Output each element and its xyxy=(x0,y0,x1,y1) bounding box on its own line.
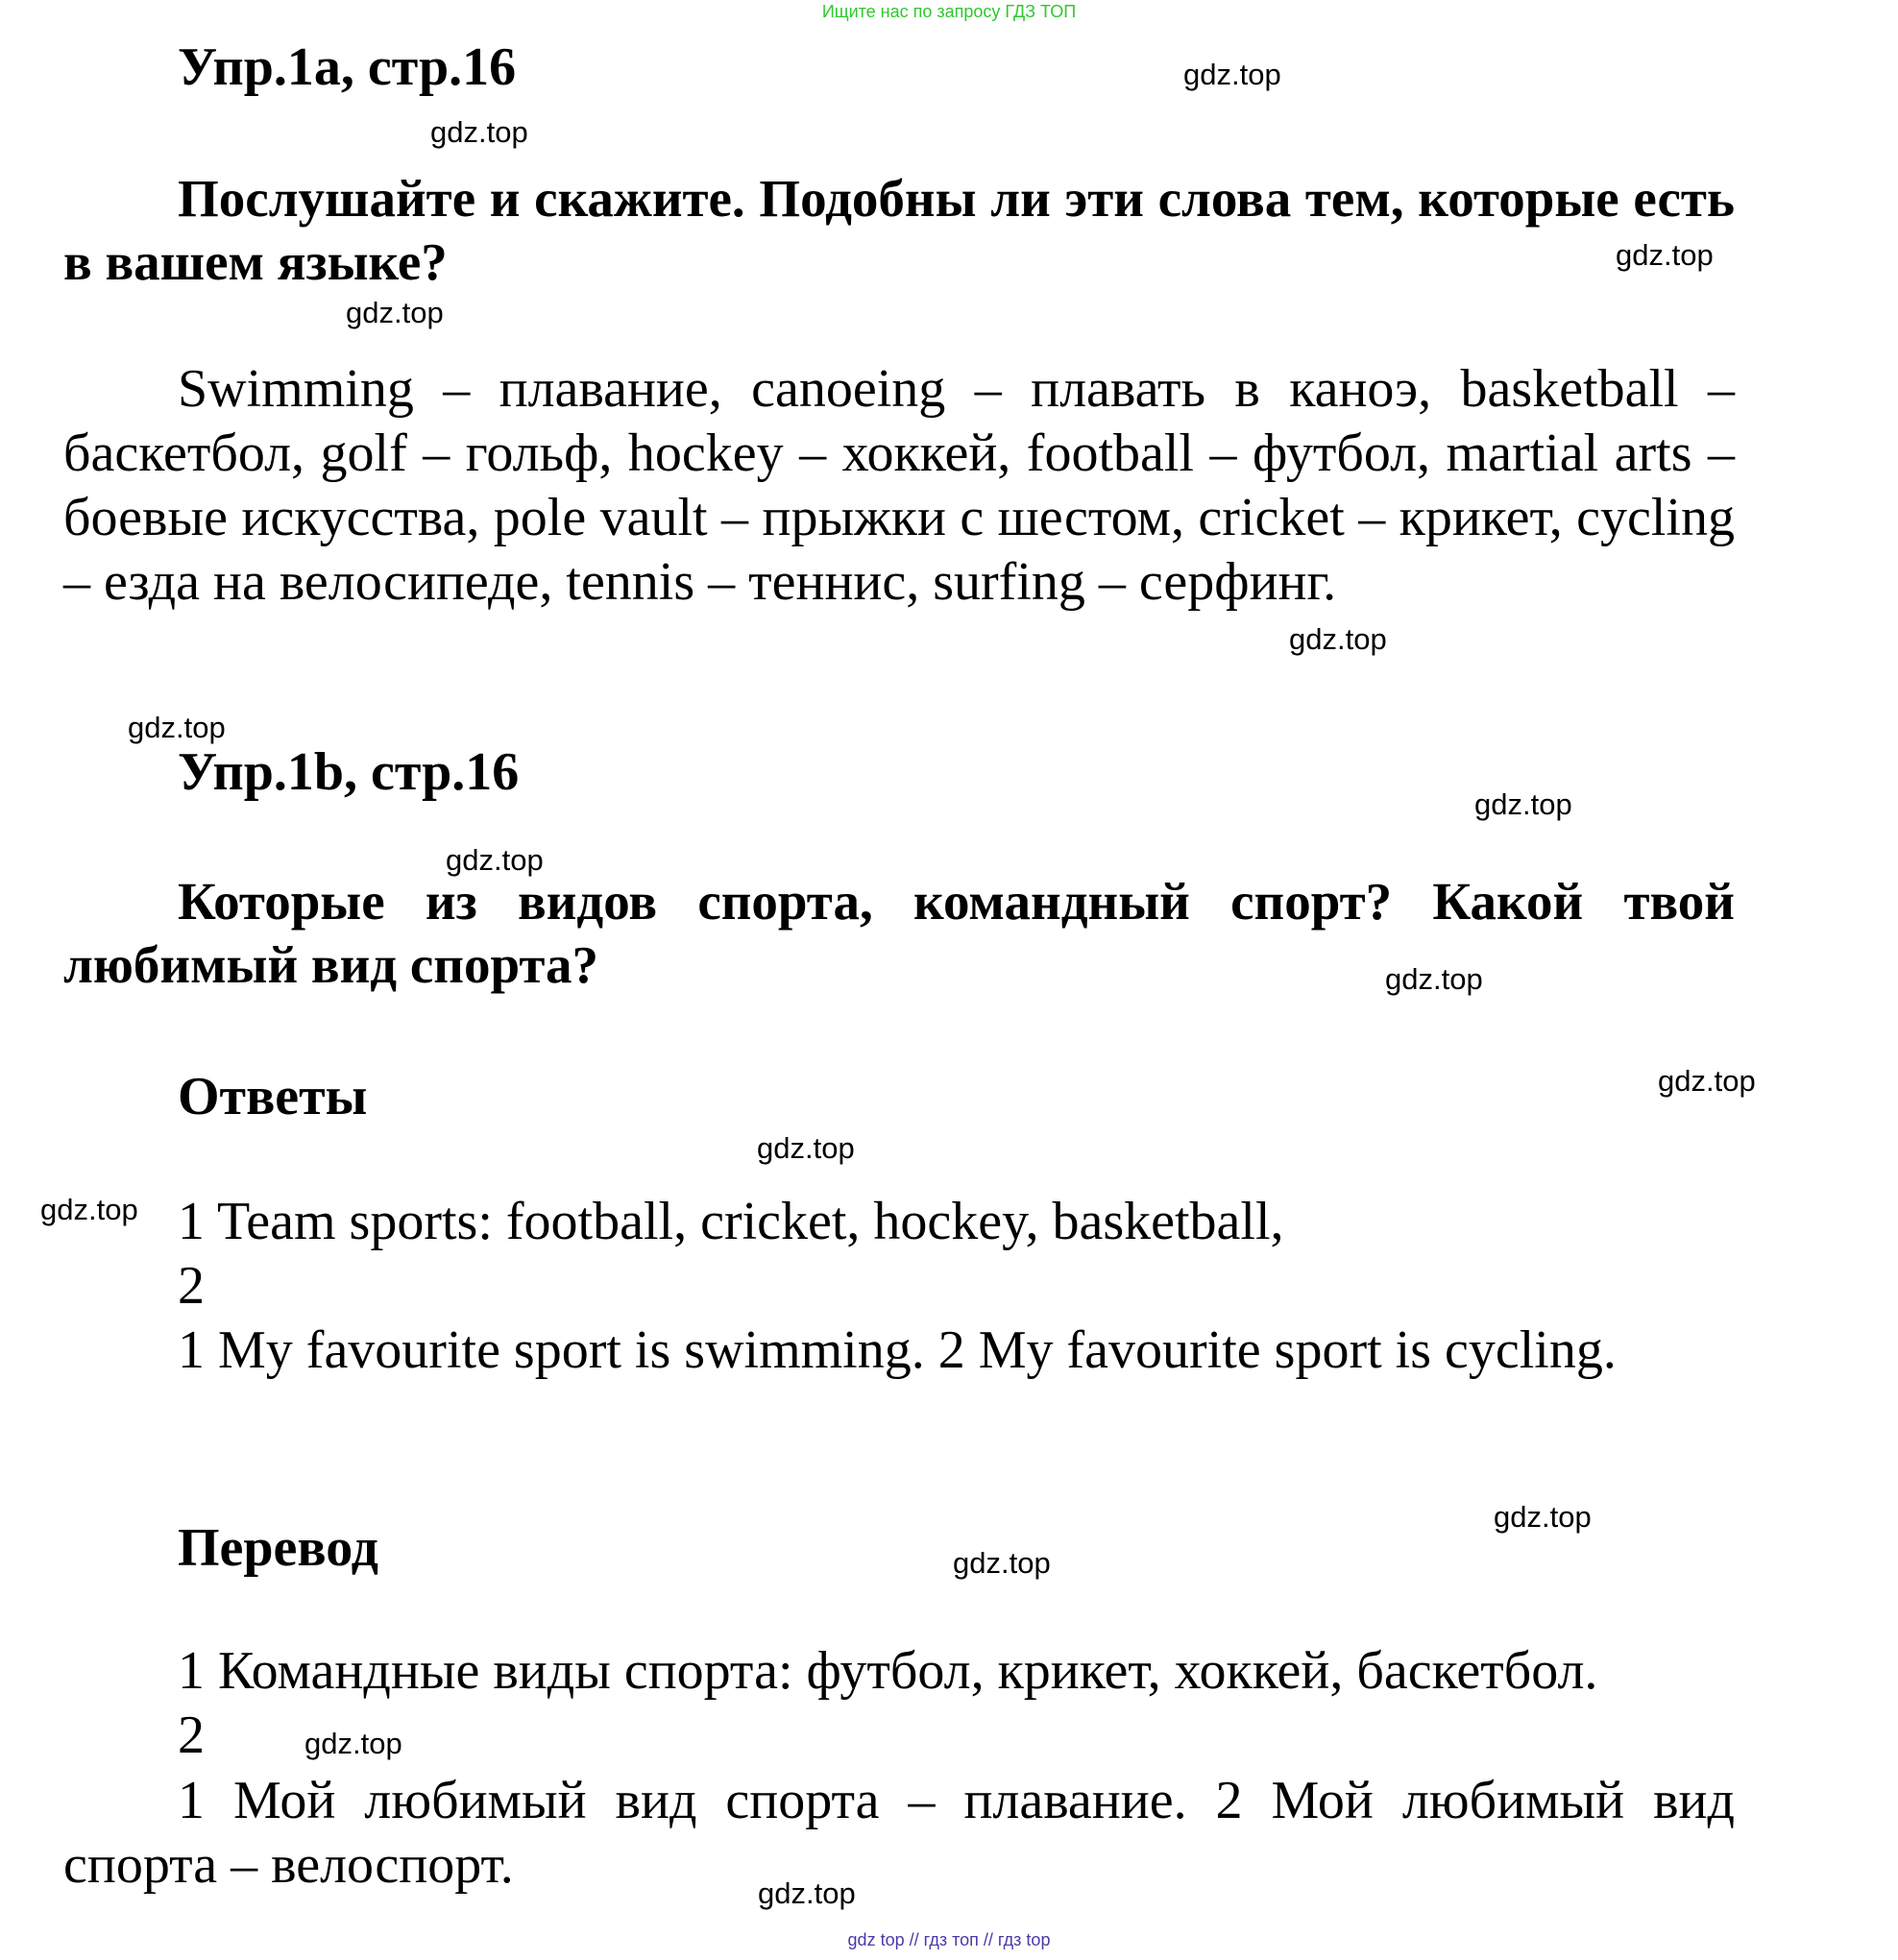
translation-title: Перевод xyxy=(178,1518,378,1578)
exercise-1a-heading: Упр.1a, стр.16 xyxy=(178,37,517,97)
translation-line-3: 1 Мой любимый вид спорта – плавание. 2 Мой любимый вид спорта – велоспорт. xyxy=(63,1771,1735,1895)
translation-line-1: 1 Командные виды спорта: футбол, крикет, хоккей, баскетбол. xyxy=(178,1641,1598,1701)
watermark: gdz.top xyxy=(446,843,544,877)
watermark: gdz.top xyxy=(758,1876,856,1910)
exercise-1b-task: Которые из видов спорта, командный спорт? Какой твой любимый вид спорта? xyxy=(63,872,1735,994)
answers-title: Ответы xyxy=(178,1067,368,1126)
watermark: gdz.top xyxy=(1289,622,1387,656)
translation-line-2: 2 xyxy=(178,1706,205,1765)
exercise-1a-task: Послушайте и скажите. Подобны ли эти слова тем, которые есть в вашем языке? xyxy=(63,169,1735,291)
watermark: gdz.top xyxy=(430,115,528,149)
watermark: gdz.top xyxy=(1385,962,1483,996)
answers-line-2: 2 xyxy=(178,1256,205,1316)
watermark: gdz.top xyxy=(128,711,226,744)
watermark: gdz.top xyxy=(1494,1500,1592,1534)
exercise-1b-heading: Упр.1b, стр.16 xyxy=(178,742,520,802)
watermark: gdz.top xyxy=(1658,1064,1756,1098)
watermark: gdz.top xyxy=(1474,787,1572,821)
answers-line-1: 1 Team sports: football, cricket, hockey, basketball, xyxy=(178,1192,1284,1251)
watermark: gdz.top xyxy=(757,1131,855,1165)
top-banner: Ищите нас по запросу ГДЗ ТОП xyxy=(821,2,1077,21)
exercise-1a-answer: Swimming – плавание, canoeing – плавать в каноэ, basketball – баскетбол, golf – гольф, hockey – хоккей, football – футбол, martial arts – боевые искусства, pole vault – прыжки с шестом, cricket – крикет, cycling – езда на велосипеде, tennis – теннис, surfing – серфинг. xyxy=(63,359,1735,612)
answers-line-3: 1 My favourite sport is swimming. 2 My favourite sport is cycling. xyxy=(178,1320,1617,1380)
watermark: gdz.top xyxy=(346,296,444,329)
watermark: gdz.top xyxy=(953,1546,1051,1580)
watermark: gdz.top xyxy=(1616,238,1714,272)
watermark: gdz.top xyxy=(40,1193,138,1226)
watermark: gdz.top xyxy=(304,1727,402,1760)
footer-text: gdz top // гдз топ // гдз top xyxy=(847,1930,1051,1949)
watermark: gdz.top xyxy=(1183,58,1281,91)
